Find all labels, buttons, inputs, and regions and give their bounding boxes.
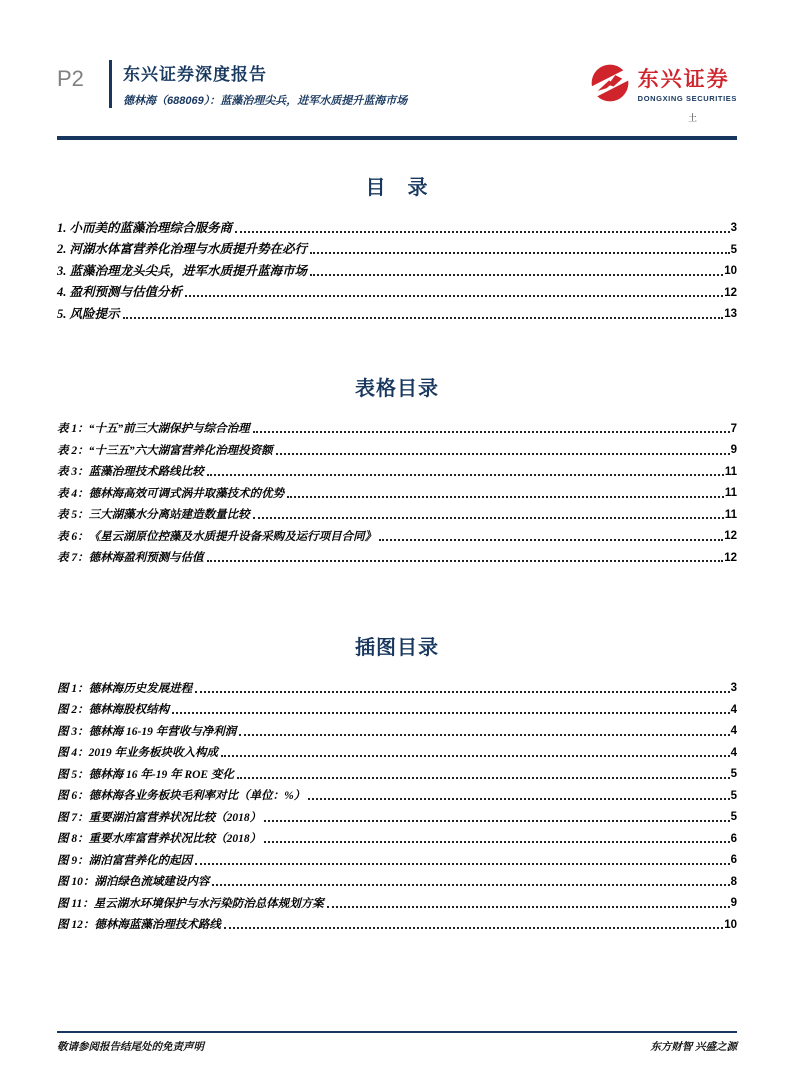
dot-leader (221, 755, 730, 757)
dot-leader (195, 691, 729, 693)
figure-toc-entry-label: 图 6：德林海各业务板块毛利率对比（单位：%） (57, 790, 306, 802)
page-header (57, 60, 737, 124)
table-toc-entry-label: 表 6：《星云湖原位控藻及水质提升设备采购及运行项目合同》 (57, 530, 377, 543)
dot-leader (237, 777, 730, 779)
table-toc-entry-label: 表 2：“十三五”六大湖富营养化治理投资额 (57, 444, 273, 457)
toc-entry-label: 5. 风险提示 (57, 306, 120, 321)
toc-entry-label: 3. 蓝藻治理龙头尖兵，进军水质提升蓝海市场 (57, 263, 308, 278)
dot-leader (185, 295, 723, 297)
figure-toc-entry[interactable] (57, 760, 737, 782)
logo-main (589, 62, 737, 109)
dot-leader (276, 453, 730, 455)
figure-toc-entry[interactable] (57, 846, 737, 868)
dot-leader (253, 431, 730, 433)
table-toc-entry-page: 9 (730, 444, 737, 456)
toc-entry[interactable] (57, 257, 737, 279)
header-titles (123, 60, 407, 108)
table-toc-entry[interactable] (57, 544, 737, 566)
footer-rule (57, 1031, 737, 1033)
figure-toc-entry-page: 4 (730, 703, 737, 716)
table-toc-entry-page: 12 (724, 530, 737, 542)
logo-brand-en: DONGXING SECURITIES (637, 93, 737, 103)
table-toc-entry-page: 11 (724, 465, 737, 478)
dot-leader (207, 474, 724, 476)
page-footer (57, 1031, 737, 1054)
dot-leader (379, 539, 723, 541)
figure-toc-entry-label: 图 10：湖泊绿色流域建设内容 (57, 876, 210, 888)
table-toc-entry[interactable] (57, 415, 737, 437)
figure-toc-entry-label: 图 11：星云湖水环境保护与水污染防治总体规划方案 (57, 897, 324, 910)
toc-entry[interactable] (57, 236, 737, 258)
table-toc-entry-label: 表 3：蓝藻治理技术路线比较 (57, 466, 204, 478)
figure-toc-entry-page: 3 (730, 682, 737, 694)
table-toc-entry-page: 12 (724, 551, 737, 564)
figure-toc-entry[interactable] (57, 717, 737, 739)
dot-leader (264, 841, 729, 843)
dongxing-logo (589, 62, 737, 124)
table-toc-entry[interactable] (57, 522, 737, 544)
figure-toc-entry-label: 图 3：德林海 16-19 年营收与净利润 (57, 725, 237, 738)
figure-toc-entry[interactable] (57, 889, 737, 911)
figure-toc-entry-label: 图 9：湖泊富营养化的起因 (57, 854, 193, 867)
figure-toc-entry-label: 图 1：德林海历史发展进程 (57, 682, 193, 695)
dot-leader (195, 863, 729, 865)
header-rule (57, 136, 737, 140)
tables-toc-list (57, 415, 737, 566)
dongxing-logo-icon (589, 62, 631, 109)
toc-entry-label: 1. 小而美的蓝藻治理综合服务商 (57, 220, 233, 235)
dot-leader (287, 496, 724, 498)
figure-toc-entry[interactable] (57, 911, 737, 933)
dot-leader (123, 317, 724, 319)
logo-text (638, 68, 737, 102)
dot-leader (207, 560, 724, 562)
figure-toc-entry-label: 图 4：2019 年业务板块收入构成 (57, 747, 218, 759)
figure-toc-entry-page: 8 (730, 875, 737, 888)
toc-entry-page: 10 (724, 265, 737, 277)
logo-brand-cn: 东兴证券 (637, 68, 730, 92)
toc-entry-page: 5 (730, 243, 737, 256)
figure-toc-entry-page: 6 (730, 832, 737, 845)
dot-leader (212, 884, 729, 886)
dot-leader (264, 820, 729, 822)
figure-toc-entry-label: 图 12：德林海蓝藻治理技术路线 (57, 919, 221, 931)
table-toc-entry-label: 表 4：德林海高效可调式涡井取藻技术的优势 (57, 487, 285, 500)
table-toc-entry-page: 7 (730, 422, 737, 435)
figure-toc-entry[interactable] (57, 803, 737, 825)
table-toc-entry-label: 表 1：“十五”前三大湖保护与综合治理 (57, 423, 250, 435)
table-toc-entry-page: 11 (724, 508, 737, 521)
report-type-title: 东兴证券深度报告 (123, 65, 267, 84)
toc-entry[interactable] (57, 279, 737, 301)
dot-leader (239, 734, 729, 736)
dot-leader (327, 906, 730, 908)
toc-entry-page: 13 (724, 308, 737, 320)
figure-toc-entry[interactable] (57, 674, 737, 696)
footer-disclaimer: 敬请参阅报告结尾处的免责声明 (57, 1042, 204, 1053)
toc-entry[interactable] (57, 214, 737, 236)
dot-leader (253, 517, 724, 519)
footer-row (57, 1039, 737, 1054)
toc-entry-label: 2. 河湖水体富营养化治理与水质提升势在必行 (57, 242, 308, 256)
figure-toc-entry-page: 5 (730, 811, 737, 823)
tables-toc-title: 表格目录 (355, 377, 439, 400)
logo-stamp: 土 (687, 113, 697, 123)
table-toc-entry-label: 表 7：德林海盈利预测与估值 (57, 552, 204, 564)
dot-leader (310, 252, 730, 254)
table-toc-entry[interactable] (57, 458, 737, 480)
figure-toc-entry-page: 5 (730, 789, 737, 802)
figure-toc-entry-page: 10 (724, 918, 737, 931)
header-divider (109, 60, 112, 108)
table-toc-entry-label: 表 5：三大湖藻水分离站建造数量比较 (57, 509, 250, 521)
dot-leader (172, 712, 729, 714)
figure-toc-entry-page: 9 (730, 897, 737, 909)
report-page (57, 0, 737, 1076)
figure-toc-entry-page: 5 (730, 768, 737, 780)
dot-leader (308, 798, 729, 800)
figure-toc-entry-page: 6 (730, 854, 737, 866)
figures-toc-list (57, 674, 737, 932)
header-left (57, 60, 407, 108)
toc-entry-page: 12 (724, 286, 737, 299)
table-toc-entry[interactable] (57, 479, 737, 501)
table-toc-entry-page: 11 (724, 487, 737, 499)
figure-toc-entry-label: 图 5：德林海 16 年-19 年 ROE 变化 (57, 768, 234, 781)
figure-toc-entry-label: 图 8：重要水库富营养状况比较（2018） (57, 833, 262, 845)
dot-leader (310, 274, 723, 276)
table-toc-entry[interactable] (57, 501, 737, 523)
figure-toc-entry[interactable] (57, 825, 737, 847)
figure-toc-entry-label: 图 2：德林海股权结构 (57, 704, 170, 716)
report-subtitle: 德林海（688069）：蓝藻治理尖兵，进军水质提升蓝海市场 (123, 95, 408, 107)
figure-toc-entry[interactable] (57, 868, 737, 890)
toc-entry-label: 4. 盈利预测与估值分析 (57, 285, 183, 299)
toc-entry[interactable] (57, 300, 737, 322)
figure-toc-entry-page: 4 (730, 725, 737, 737)
figure-toc-entry[interactable] (57, 696, 737, 718)
figure-toc-entry[interactable] (57, 782, 737, 804)
toc-entry-page: 3 (730, 222, 737, 234)
figures-toc-title: 插图目录 (355, 637, 439, 659)
figure-toc-entry[interactable] (57, 739, 737, 761)
footer-slogan: 东方财智 兴盛之源 (650, 1042, 737, 1053)
figure-toc-entry-page: 4 (730, 746, 737, 759)
page-number-label: P2 (57, 66, 84, 91)
dot-leader (224, 927, 723, 929)
dot-leader (235, 231, 730, 233)
toc-title: 目 录 (365, 177, 429, 199)
figure-toc-entry-label: 图 7：重要湖泊富营养状况比较（2018） (57, 811, 262, 824)
table-toc-entry[interactable] (57, 436, 737, 458)
toc-list (57, 214, 737, 322)
